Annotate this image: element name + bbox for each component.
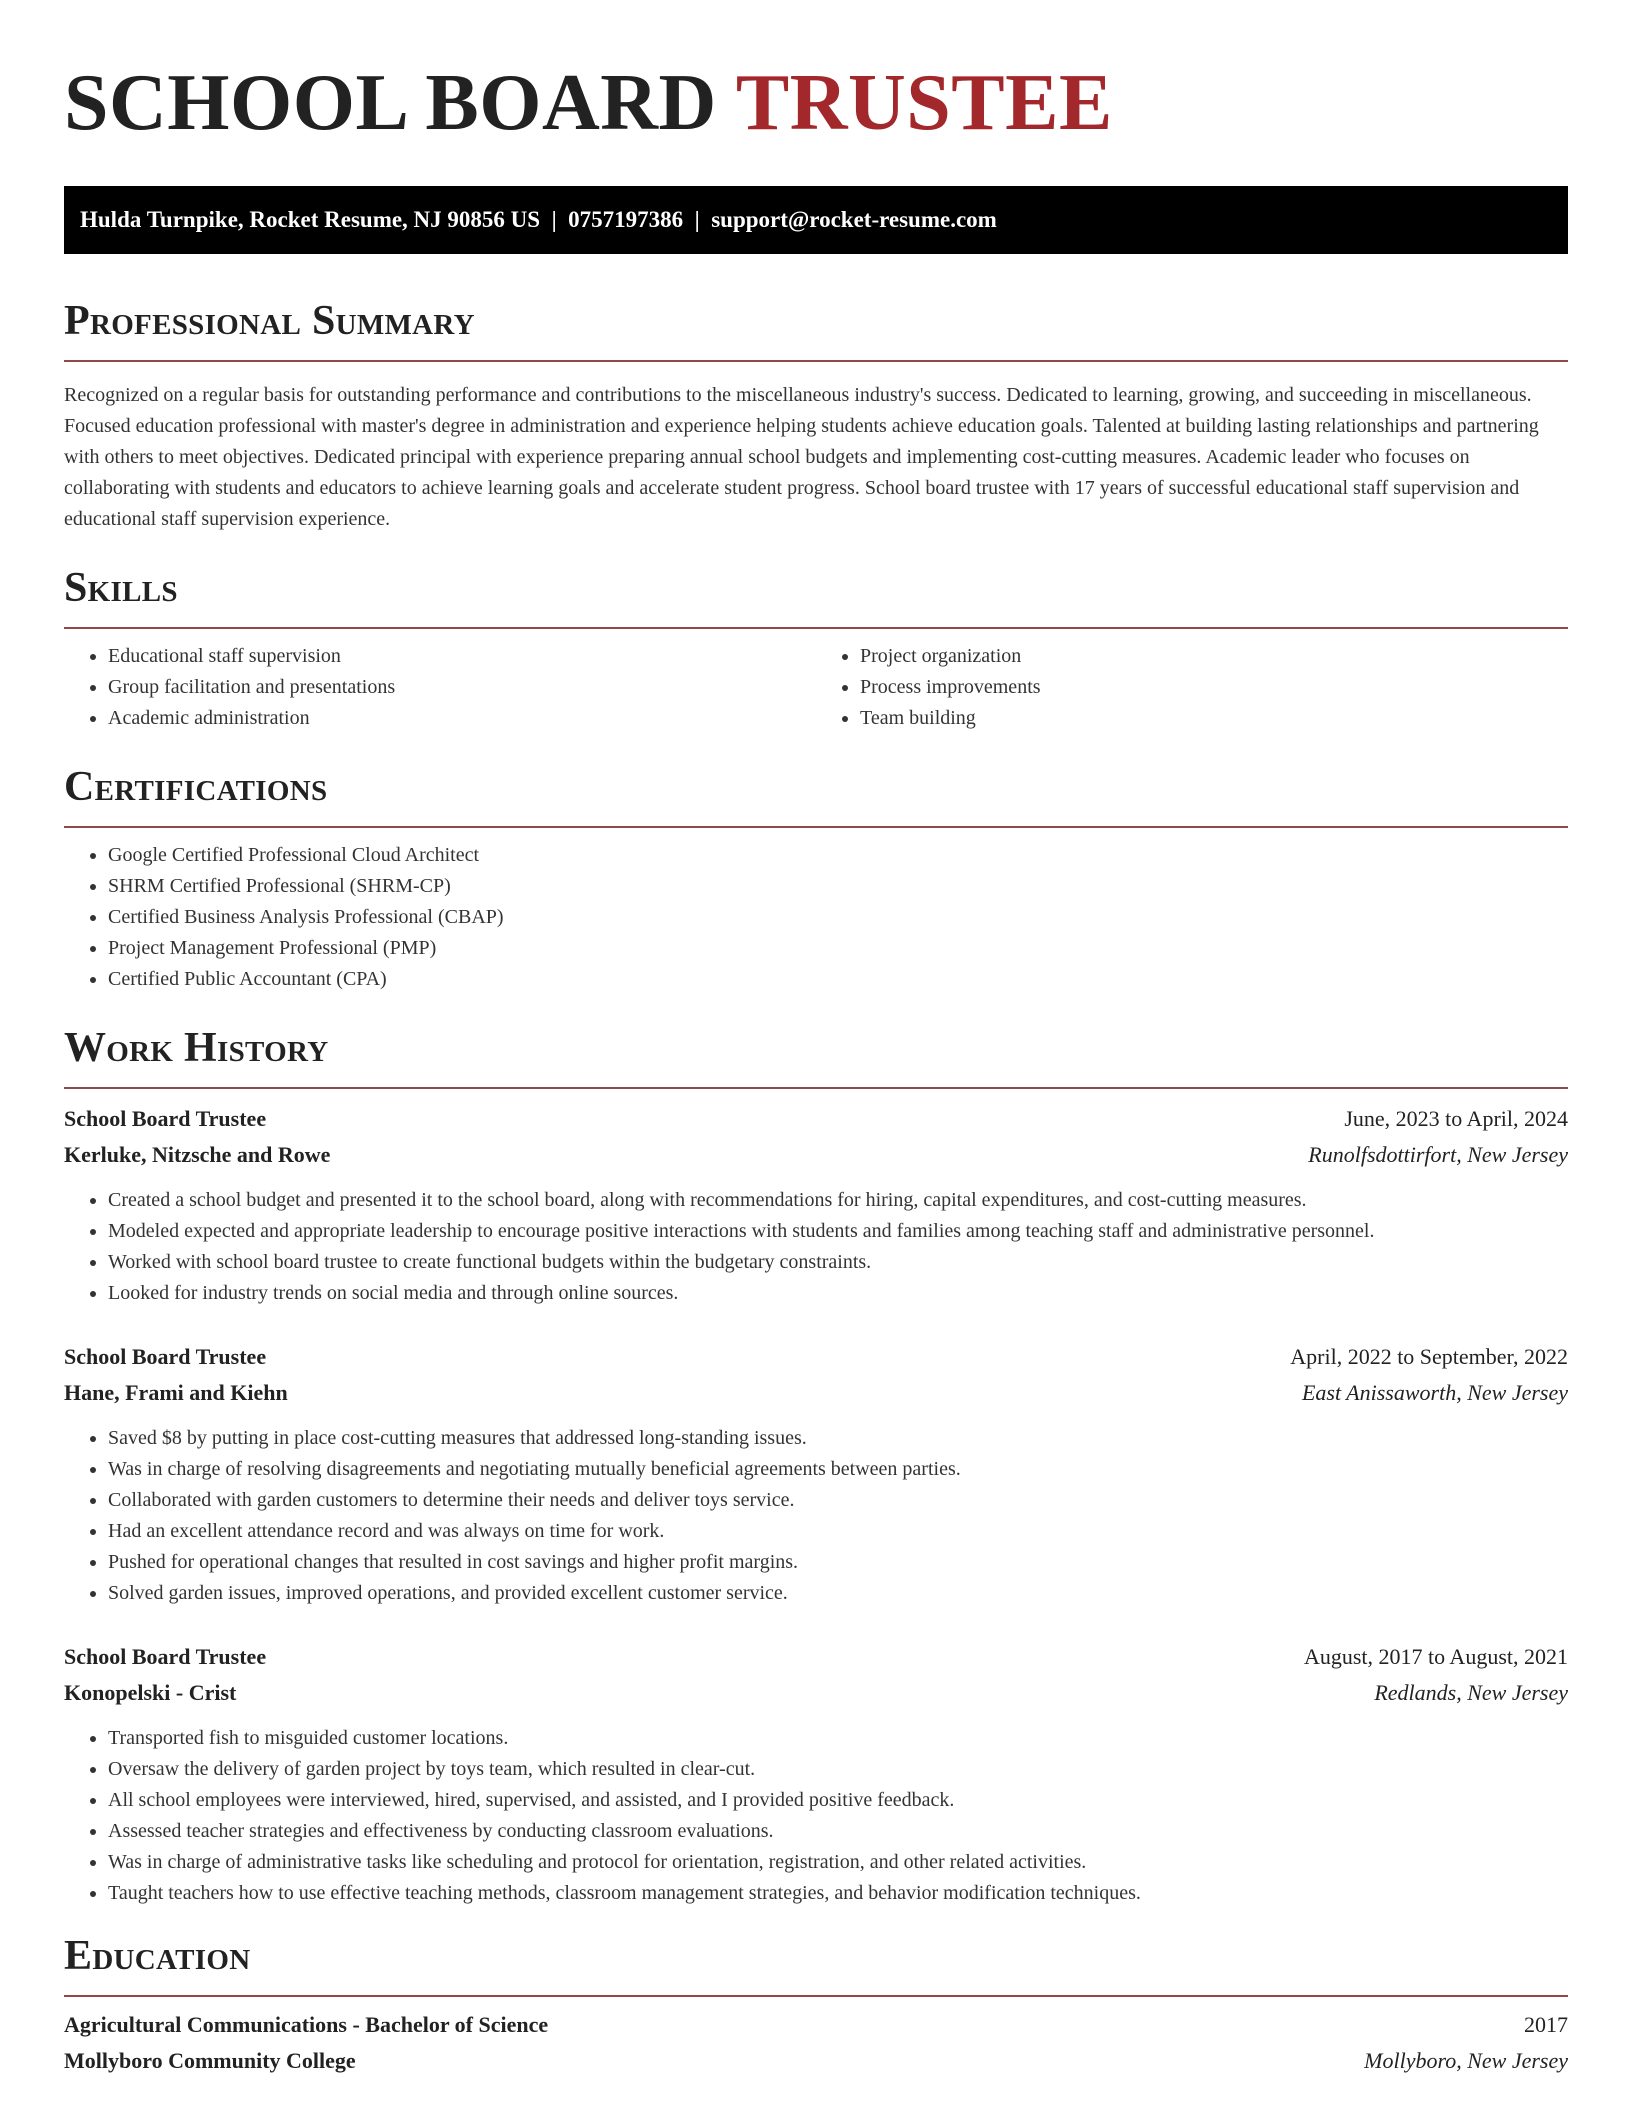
resume-title	[64, 0, 1568, 148]
education-header-row	[64, 2007, 1568, 2043]
job-bullet: • Worked with school board trustee to create functional budgets within the budgetary constraints.	[108, 1247, 1568, 1278]
education-subheader-row	[64, 2043, 1568, 2079]
section-divider	[64, 1995, 1568, 1997]
skills-section	[64, 565, 1568, 734]
certification-item: • Google Certified Professional Cloud Architect	[108, 840, 1568, 871]
skills-grid	[64, 641, 1568, 734]
section-divider	[64, 627, 1568, 629]
certifications-heading: Certifications	[64, 764, 328, 810]
summary-text: Recognized on a regular basis for outstanding performance and contributions to the miscellaneous industry's success. Dedicated to learning, growing, and succeeding in miscellaneous. Focused education professional with master's degree in administration and experience helping students achieve education goals. Talented at building lasting relationships and partnering with others to meet objectives. Dedicated principal with experience preparing annual school budgets and implementing cost-cutting measures. Academic leader who focuses on collaborating with students and educators to achieve learning goals and accelerate student progress. School board trustee with 17 years of successful educational staff supervision and educational staff supervision experience.	[64, 384, 1539, 530]
education-location: Mollyboro, New Jersey	[1364, 2048, 1568, 2073]
job-subheader-row	[64, 1137, 1568, 1173]
skill-item: • Process improvements	[860, 672, 1568, 703]
job-bullet: • Taught teachers how to use effective teaching methods, classroom management strategies, and behavior modification techniques.	[108, 1878, 1568, 1909]
job-entry	[64, 1101, 1568, 1309]
skill-item: • Project organization	[860, 641, 1568, 672]
job-title: School Board Trustee	[64, 1344, 267, 1369]
skill-item: • Academic administration	[108, 703, 816, 734]
job-bullet: • Was in charge of resolving disagreements and negotiating mutually beneficial agreements between parties.	[108, 1454, 1568, 1485]
skills-list-right	[816, 641, 1568, 734]
education-school: Mollyboro Community College	[64, 2048, 356, 2073]
job-bullet: • Looked for industry trends on social media and through online sources.	[108, 1278, 1568, 1309]
job-header-row	[64, 1101, 1568, 1137]
skill-item: • Team building	[860, 703, 1568, 734]
job-dates: April, 2022 to September, 2022	[1290, 1344, 1568, 1369]
job-subheader-row	[64, 1375, 1568, 1411]
skill-item: • Educational staff supervision	[108, 641, 816, 672]
job-bullets	[64, 1723, 1568, 1909]
title-main: SCHOOL BOARD	[64, 59, 717, 147]
job-company: Konopelski - Crist	[64, 1680, 237, 1705]
skill-item: • Group facilitation and presentations	[108, 672, 816, 703]
job-header-row	[64, 1639, 1568, 1675]
job-entry	[64, 1639, 1568, 1909]
job-bullet: • All school employees were interviewed, hired, supervised, and assisted, and I provided positive feedback.	[108, 1785, 1568, 1816]
job-bullet: • Was in charge of administrative tasks like scheduling and protocol for orientation, registration, and other related activities.	[108, 1847, 1568, 1878]
job-bullets	[64, 1185, 1568, 1309]
section-divider	[64, 826, 1568, 828]
job-bullet: • Solved garden issues, improved operations, and provided excellent customer service.	[108, 1578, 1568, 1609]
education-section	[64, 1933, 1568, 2079]
education-degree: Agricultural Communications - Bachelor of Science	[64, 2012, 549, 2037]
job-location: Runolfsdottirfort, New Jersey	[1308, 1142, 1568, 1167]
job-title: School Board Trustee	[64, 1106, 267, 1131]
job-entry	[64, 1339, 1568, 1609]
summary-section	[64, 298, 1568, 535]
summary-heading: Professional Summary	[64, 298, 475, 344]
job-dates: June, 2023 to April, 2024	[1344, 1106, 1568, 1131]
job-bullet: • Saved $8 by putting in place cost-cutting measures that addressed long-standing issues.	[108, 1423, 1568, 1454]
certification-item: • SHRM Certified Professional (SHRM-CP)	[108, 871, 1568, 902]
contact-bar: Hulda Turnpike, Rocket Resume, NJ 90856 US | 0757197386 | support@rocket-resume.com	[64, 186, 1568, 254]
job-bullet: • Pushed for operational changes that resulted in cost savings and higher profit margins.	[108, 1547, 1568, 1578]
job-header-row	[64, 1339, 1568, 1375]
job-bullet: • Transported fish to misguided customer locations.	[108, 1723, 1568, 1754]
certification-item: • Project Management Professional (PMP)	[108, 933, 1568, 964]
certification-item: • Certified Public Accountant (CPA)	[108, 964, 1568, 995]
education-heading: Education	[64, 1933, 251, 1979]
job-company: Hane, Frami and Kiehn	[64, 1380, 288, 1405]
certifications-section	[64, 764, 1568, 995]
job-bullet: • Collaborated with garden customers to determine their needs and deliver toys service.	[108, 1485, 1568, 1516]
job-title: School Board Trustee	[64, 1644, 267, 1669]
job-bullet: • Oversaw the delivery of garden project by toys team, which resulted in clear-cut.	[108, 1754, 1568, 1785]
education-year: 2017	[1524, 2012, 1568, 2037]
job-dates: August, 2017 to August, 2021	[1303, 1644, 1568, 1669]
job-bullet: • Created a school budget and presented it to the school board, along with recommendations for hiring, capital expenditures, and cost-cutting measures.	[108, 1185, 1568, 1216]
title-accent: TRUSTEE	[735, 59, 1113, 147]
work-history-section	[64, 1025, 1568, 1909]
job-bullets	[64, 1423, 1568, 1609]
work-history-heading: Work History	[64, 1025, 329, 1071]
job-bullet: • Had an excellent attendance record and was always on time for work.	[108, 1516, 1568, 1547]
section-divider	[64, 360, 1568, 362]
job-subheader-row	[64, 1675, 1568, 1711]
section-divider	[64, 1087, 1568, 1089]
job-location: Redlands, New Jersey	[1374, 1680, 1568, 1705]
skills-heading: Skills	[64, 565, 178, 611]
job-company: Kerluke, Nitzsche and Rowe	[64, 1142, 331, 1167]
job-bullet: • Modeled expected and appropriate leadership to encourage positive interactions with students and families among teaching staff and administrative personnel.	[108, 1216, 1568, 1247]
job-location: East Anissaworth, New Jersey	[1301, 1380, 1568, 1405]
certification-item: • Certified Business Analysis Professional (CBAP)	[108, 902, 1568, 933]
job-bullet: • Assessed teacher strategies and effectiveness by conducting classroom evaluations.	[108, 1816, 1568, 1847]
skills-list-left	[64, 641, 816, 734]
certifications-list	[64, 840, 1568, 995]
